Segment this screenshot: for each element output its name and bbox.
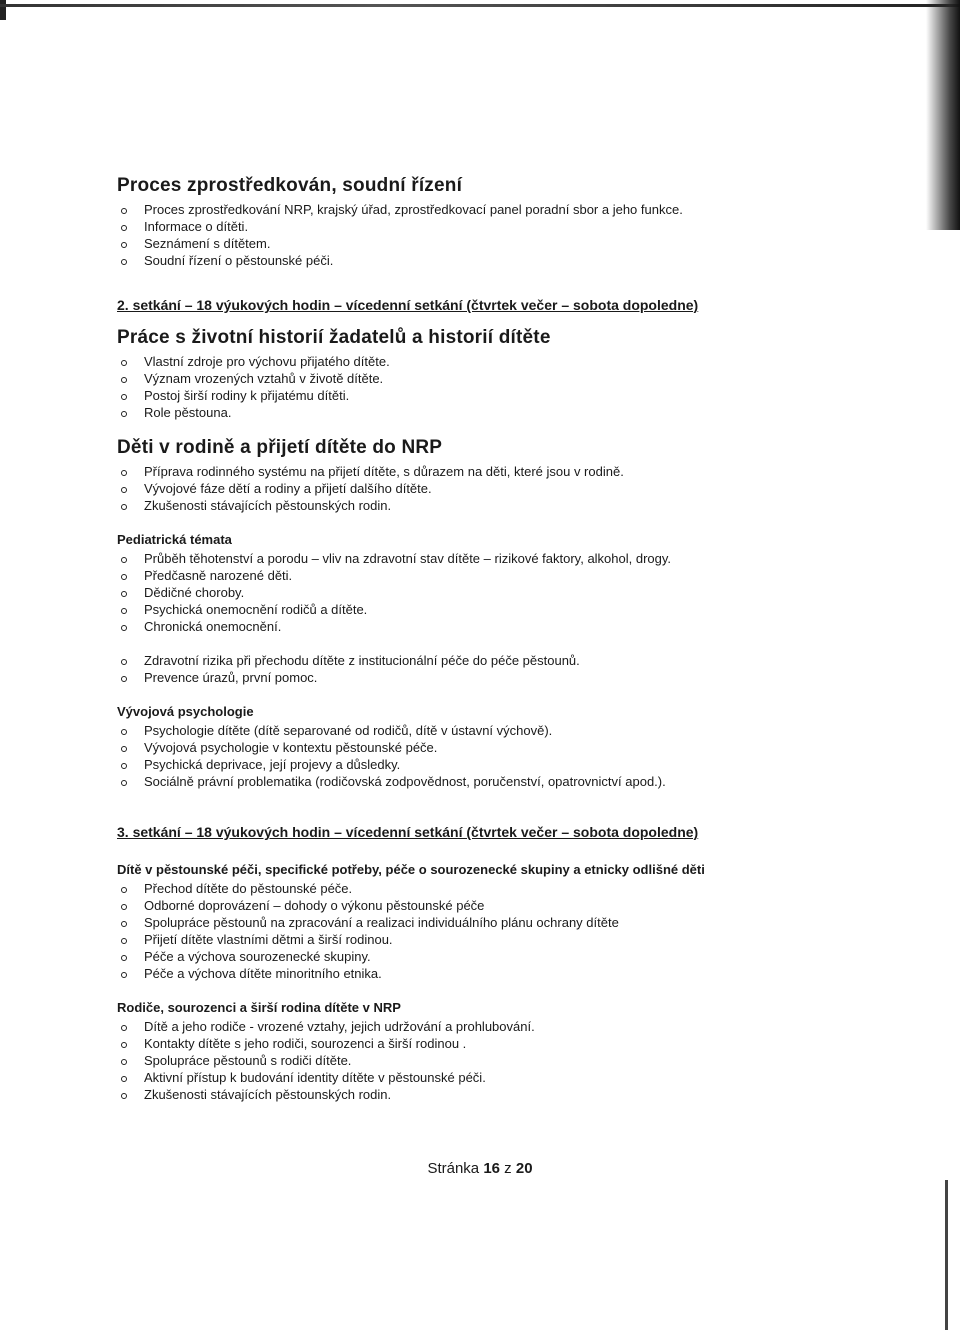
list-item: Předčasně narozené děti.	[144, 567, 917, 584]
list-item: Průběh těhotenství a porodu – vliv na zdravotní stav dítěte – rizikové faktory, alkohol, drogy.	[144, 550, 917, 567]
list-item: Vývojové fáze dětí a rodiny a přijetí dalšího dítěte.	[144, 480, 917, 497]
bullet-list	[117, 201, 917, 269]
list-item: Kontakty dítěte s jeho rodiči, sourozenci a širší rodinou .	[144, 1035, 917, 1052]
page-number: 16	[483, 1160, 501, 1177]
section-proces	[117, 175, 917, 269]
list-item: Vývojová psychologie v kontextu pěstounské péče.	[144, 739, 917, 756]
bullet-list	[117, 463, 917, 514]
section-title: Práce s životní historií žadatelů a historií dítěte	[117, 327, 551, 348]
section-title: Proces zprostředkován, soudní řízení	[117, 175, 463, 196]
section-vyvojova-psychologie	[117, 704, 917, 790]
list-item: Informace o dítěti.	[144, 218, 917, 235]
meeting-2-heading: 2. setkání – 18 výukových hodin – vícedenní setkání (čtvrtek večer – sobota dopoledne)	[117, 297, 699, 313]
list-item: Postoj širší rodiny k přijatému dítěti.	[144, 387, 917, 404]
section-pediatrie	[117, 532, 917, 686]
list-item: Proces zprostředkování NRP, krajský úřad, zprostředkovací panel poradní sbor a jeho funkce.	[144, 201, 917, 218]
bullet-list	[117, 880, 917, 982]
section-title: Dítě v pěstounské péči, specifické potřeby, péče o sourozenecké skupiny a etnicky odlišné děti	[117, 862, 705, 877]
list-item: Dítě a jeho rodiče - vrozené vztahy, jejich udržování a prohlubování.	[144, 1018, 917, 1035]
bullet-list	[117, 722, 917, 790]
list-item: Zdravotní rizika při přechodu dítěte z institucionální péče do péče pěstounů.	[144, 652, 917, 669]
list-item: Seznámení s dítětem.	[144, 235, 917, 252]
section-deti-v-rodine	[117, 437, 917, 514]
list-item: Sociálně právní problematika (rodičovská zodpovědnost, poručenství, opatrovnictví apod.).	[144, 773, 917, 790]
bullet-list	[117, 550, 917, 635]
footer-middle: z	[500, 1160, 516, 1177]
section-title: Vývojová psychologie	[117, 704, 254, 719]
list-item: Přechod dítěte do pěstounské péče.	[144, 880, 917, 897]
page-total: 20	[515, 1160, 533, 1177]
scan-corner-artifact	[0, 0, 6, 20]
scan-top-edge	[0, 4, 960, 7]
list-item: Psychická onemocnění rodičů a dítěte.	[144, 601, 917, 618]
section-title: Pediatrická témata	[117, 532, 232, 547]
footer-prefix: Stránka	[427, 1160, 484, 1177]
list-item: Psychická deprivace, její projevy a důsledky.	[144, 756, 917, 773]
list-item: Dědičné choroby.	[144, 584, 917, 601]
list-item: Zkušenosti stávajících pěstounských rodin.	[144, 1086, 917, 1103]
list-item: Chronická onemocnění.	[144, 618, 917, 635]
document-page	[117, 175, 917, 1121]
list-item: Přijetí dítěte vlastními dětmi a širší rodinou.	[144, 931, 917, 948]
section-rodice-sourozenci	[117, 1000, 917, 1103]
section-title: Rodiče, sourozenci a širší rodina dítěte v NRP	[117, 1000, 401, 1015]
bullet-list	[117, 353, 917, 421]
list-item: Role pěstouna.	[144, 404, 917, 421]
scan-right-shadow	[926, 0, 960, 230]
meeting-3-heading: 3. setkání – 18 výukových hodin – vícedenní setkání (čtvrtek večer – sobota dopoledne)	[117, 824, 699, 840]
scan-right-edge	[945, 1180, 948, 1330]
list-item: Vlastní zdroje pro výchovu přijatého dítěte.	[144, 353, 917, 370]
list-item: Odborné doprovázení – dohody o výkonu pěstounské péče	[144, 897, 917, 914]
list-item: Psychologie dítěte (dítě separované od rodičů, dítě v ústavní výchově).	[144, 722, 917, 739]
page-footer	[0, 1160, 960, 1177]
list-item: Zkušenosti stávajících pěstounských rodin.	[144, 497, 917, 514]
list-item: Prevence úrazů, první pomoc.	[144, 669, 917, 686]
list-item: Význam vrozených vztahů v životě dítěte.	[144, 370, 917, 387]
list-item: Péče a výchova sourozenecké skupiny.	[144, 948, 917, 965]
list-item: Spolupráce pěstounů s rodiči dítěte.	[144, 1052, 917, 1069]
list-item: Aktivní přístup k budování identity dítěte v pěstounské péči.	[144, 1069, 917, 1086]
list-item: Péče a výchova dítěte minoritního etnika.	[144, 965, 917, 982]
section-historie	[117, 327, 917, 421]
section-dite-v-pestounske-peci	[117, 862, 917, 982]
list-item: Spolupráce pěstounů na zpracování a realizaci individuálního plánu ochrany dítěte	[144, 914, 917, 931]
bullet-list	[117, 652, 917, 686]
bullet-list	[117, 1018, 917, 1103]
list-item: Soudní řízení o pěstounské péči.	[144, 252, 917, 269]
section-title: Děti v rodině a přijetí dítěte do NRP	[117, 437, 443, 458]
list-item: Příprava rodinného systému na přijetí dítěte, s důrazem na děti, které jsou v rodině.	[144, 463, 917, 480]
